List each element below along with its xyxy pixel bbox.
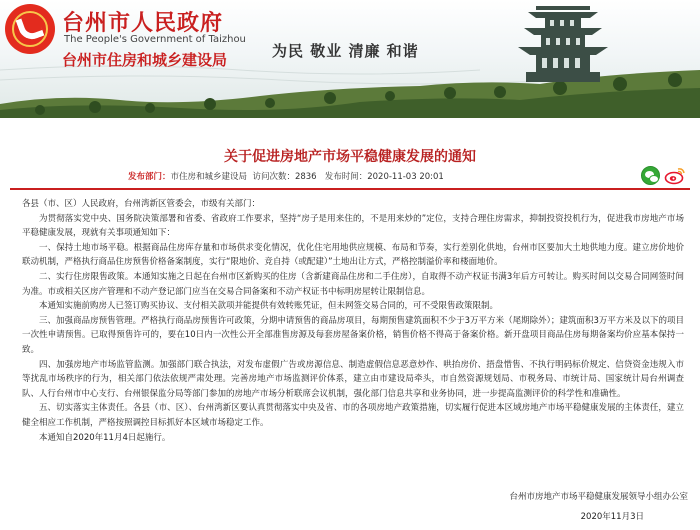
signature-date: 2020年11月3日: [580, 512, 644, 522]
wechat-icon[interactable]: [641, 166, 660, 185]
paragraph-intro: 为贯彻落实党中央、国务院决策部署和省委、省政府工作要求，坚持“房子是用来住的，不是用来炒的”定位，支持合理住房需求，抑制投资投机行为，促进我市房地产市场平稳健康发展，现就有关事项通知如下：: [22, 213, 684, 239]
views-value: 2836: [294, 172, 317, 182]
site-title[interactable]: 台州市人民政府: [62, 11, 224, 36]
publisher-label: 发布部门：: [128, 172, 171, 182]
slogan: 为民 敬业 清廉 和谐: [272, 42, 419, 60]
title-divider: [10, 188, 690, 190]
publisher-value: 市住房和城乡建设局: [170, 172, 248, 182]
paragraph-resale-exemption: 本通知实施前购房人已签订购买协议、支付相关款项并能提供有效转账凭证，但未网签交易合同的，可不受限售政策限制。: [39, 301, 499, 312]
time-label: 发布时间：: [324, 172, 368, 182]
signature-organization: 台州市房地产市场平稳健康发展领导小组办公室: [509, 492, 688, 502]
paragraph-effective-date: 本通知自2020年11月4日起施行。: [39, 432, 171, 443]
weibo-icon[interactable]: [664, 166, 686, 185]
paragraph-responsibility: 五、切实落实主体责任。各县（市、区）、台州湾新区要认真贯彻落实中央及省、市的各项房地产政策措施，切实履行促进本区域房地产市场平稳健康发展的主体责任，建立健全相应工作机制，严格按照调控目标抓好本区域市场稳定工作。: [22, 403, 684, 428]
paragraph-resale-limit: 二、实行住房限售政策。本通知实施之日起在台州市区新购买的住房（含新建商品住房和二手住房），自取得不动产权证书满3年后方可转让。购买时间以交易合同网签时间为准。市或相关区房产管理和不动产登记部门应当在交易合同备案和不动产权证书中标明房屋转让限制信息。: [22, 271, 684, 297]
site-title-english: The People's Government of Taizhou: [64, 34, 246, 45]
department-name[interactable]: 台州市住房和城乡建设局: [62, 51, 228, 69]
salutation: 各县（市、区）人民政府，台州湾新区管委会，市级有关部门：: [22, 199, 261, 209]
article-title: 关于促进房地产市场平稳健康发展的通知: [224, 149, 476, 165]
time-value: 2020-11-03 20:01: [367, 172, 444, 182]
site-header-banner: [0, 0, 700, 118]
paragraph-land-market: 一、保持土地市场平稳。根据商品住房库存量和市场供求变化情况，优化住宅用地供应规模、布局和节奏，实行差别化供地，台州市区要加大土地供地力度。建立房价地价联动机制，严格执行商品住房预售价格备案制度，实行“限地价、竞自持（或配建）”土地出让方式，严格控制溢价率和楼面地价。: [22, 242, 684, 268]
views-label: 访问次数：: [252, 172, 295, 182]
paragraph-presale: 三、加强商品房预售管理。严格执行商品房预售许可政策，分期申请预售的商品房项目，每期预售建筑面积不少于3万平方米（尾期除外）；建筑面积3万平方米及以下的项目一次性申请预售。已取得预售许可的，要在10日内一次性公开全部准售房源及每套房屋备案价格，销售价格不得高于备案价格。新开盘项目商品住房每期备案均价应基本保持一致。: [22, 315, 684, 355]
article-body: [22, 197, 684, 445]
article-meta: [128, 170, 444, 182]
government-logo[interactable]: [5, 4, 55, 54]
paragraph-supervision: 四、加强房地产市场监管监测。加强部门联合执法，对发布虚假广告或房源信息、制造虚假信息恶意炒作、哄抬房价、捂盘惜售、不执行明码标价规定、信贷资金违规入市等扰乱市场秩序的行为，相关部门依法依规严肃处理。完善房地产市场监测评价体系，建立由市建设局牵头，市自然资源规划局、市税务局、市统计局、国家统计局台州调查队、人行台州市中心支行、台州银保监分局等部门参加的房地产市场分析联席会议机制，强化部门信息共享和业务协同，进一步提高监测评价的科学性和准确性。: [22, 359, 684, 399]
